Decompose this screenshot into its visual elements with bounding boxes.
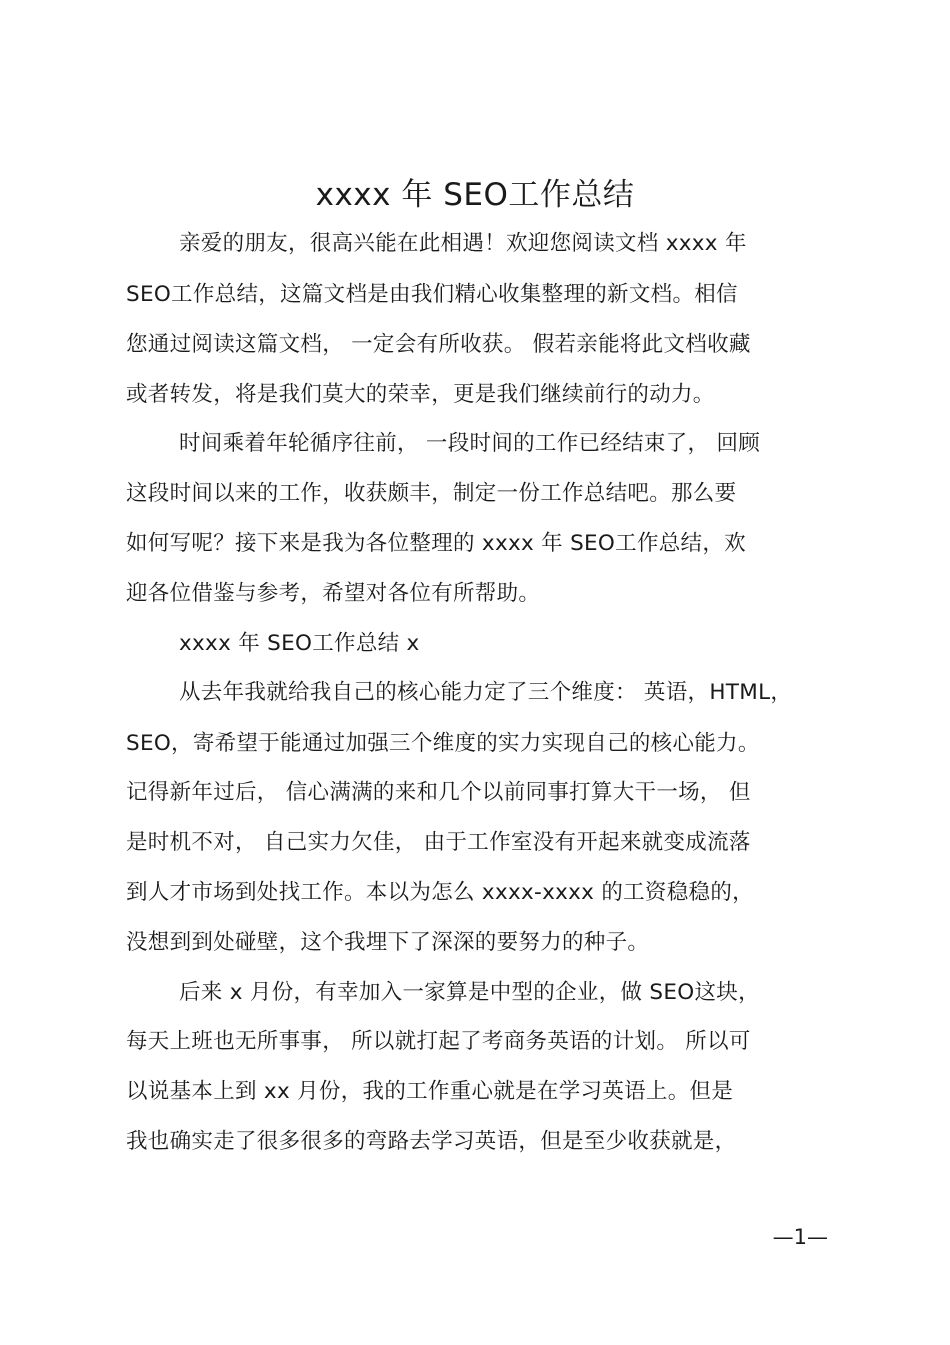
paragraph-line: 亲爱的朋友，很高兴能在此相遇！欢迎您阅读文档 xxxx 年 [179, 231, 747, 256]
paragraph-line: 是时机不对， 自己实力欠佳， 由于工作室没有开起来就变成流落 [126, 830, 751, 855]
paragraph-line: 从去年我就给我自己的核心能力定了三个维度： 英语，HTML， [179, 680, 793, 705]
paragraph-line: 没想到到处碰壁，这个我埋下了深深的要努力的种子。 [126, 930, 650, 955]
paragraph-line: 如何写呢？接下来是我为各位整理的 xxxx 年 SEO工作总结，欢 [126, 531, 746, 556]
paragraph-line: 您通过阅读这篇文档， 一定会有所收获。 假若亲能将此文档收藏 [126, 332, 751, 357]
section-heading: xxxx 年 SEO工作总结 x [179, 631, 420, 656]
paragraph-line: 迎各位借鉴与参考，希望对各位有所帮助。 [126, 581, 541, 606]
paragraph-line: 时间乘着年轮循序往前， 一段时间的工作已经结束了， 回顾 [179, 431, 761, 456]
document-title: xxxx 年 SEO工作总结 [315, 177, 635, 213]
paragraph-line: SEO，寄希望于能通过加强三个维度的实力实现自己的核心能力。 [126, 731, 760, 756]
paragraph-line: 到人才市场到处找工作。本以为怎么 xxxx-xxxx 的工资稳稳的， [126, 880, 754, 905]
paragraph-line: 我也确实走了很多很多的弯路去学习英语，但是至少收获就是， [126, 1129, 737, 1154]
paragraph-line: SEO工作总结，这篇文档是由我们精心收集整理的新文档。相信 [126, 282, 738, 307]
page-number: —1— [772, 1225, 828, 1249]
paragraph-line: 记得新年过后， 信心满满的来和几个以前同事打算大干一场， 但 [126, 780, 751, 805]
paragraph-line: 以说基本上到 xx 月份，我的工作重心就是在学习英语上。但是 [126, 1079, 734, 1104]
paragraph-line: 后来 x 月份，有幸加入一家算是中型的企业，做 SEO这块， [179, 980, 760, 1005]
paragraph-line: 每天上班也无所事事， 所以就打起了考商务英语的计划。 所以可 [126, 1029, 751, 1054]
paragraph-line: 或者转发，将是我们莫大的荣幸，更是我们继续前行的动力。 [126, 382, 715, 407]
paragraph-line: 这段时间以来的工作，收获颇丰，制定一份工作总结吧。那么要 [126, 481, 737, 506]
